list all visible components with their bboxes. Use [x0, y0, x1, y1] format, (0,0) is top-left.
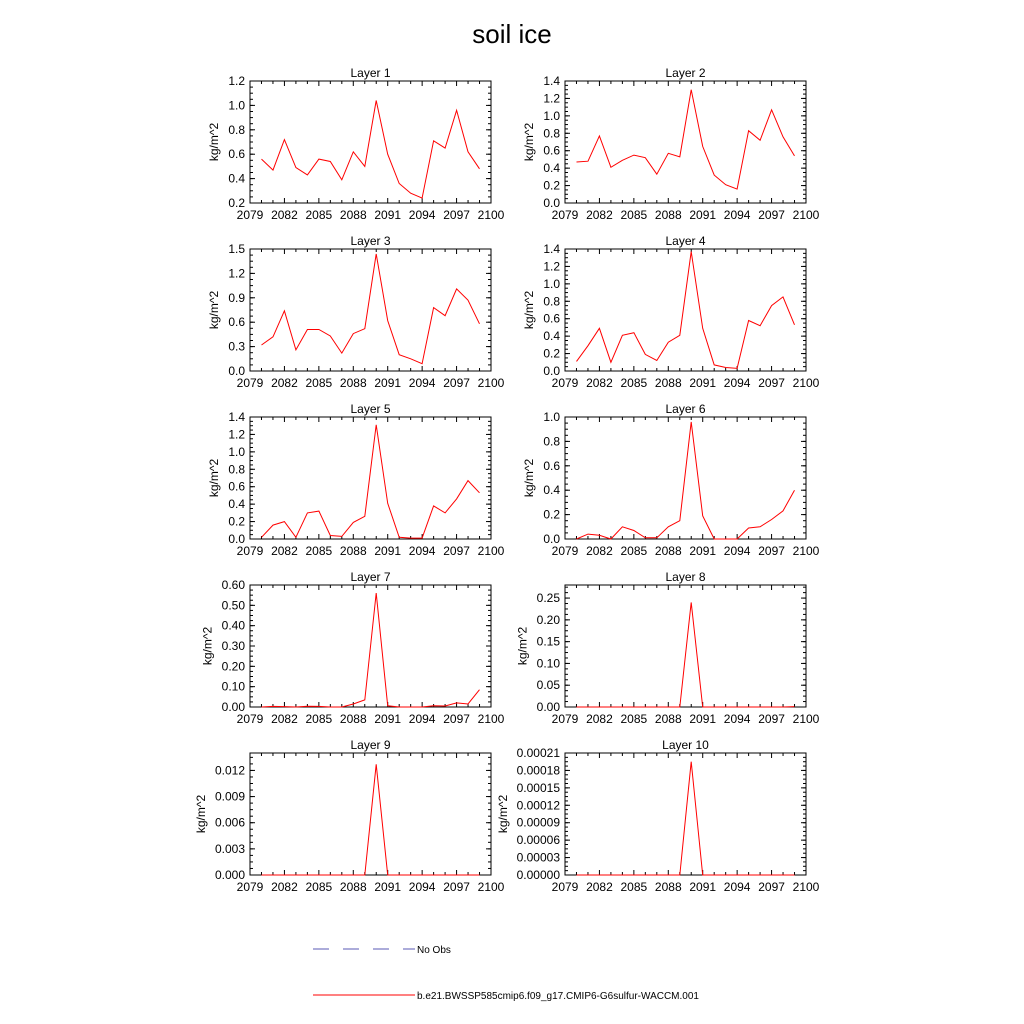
- y-tick-label: 0.00: [536, 700, 560, 714]
- x-tick-label: 2088: [654, 880, 682, 894]
- panel-title: Layer 8: [665, 570, 706, 584]
- y-tick-label: 0.4: [543, 483, 560, 498]
- y-tick-label: 0.4: [543, 161, 560, 176]
- x-tick-label: 2082: [586, 712, 613, 726]
- x-tick-label: 2091: [689, 880, 717, 894]
- x-tick-label: 2082: [271, 880, 298, 894]
- x-tick-label: 2088: [654, 208, 682, 222]
- x-tick-label: 2079: [236, 208, 264, 222]
- y-tick-label: 0.6: [543, 143, 560, 158]
- x-tick-label: 2097: [443, 208, 470, 222]
- legend: [313, 945, 699, 1002]
- panel-title: Layer 6: [665, 402, 706, 416]
- x-tick-label: 2100: [477, 544, 505, 558]
- x-tick-label: 2094: [723, 544, 751, 558]
- chart-panel-6: [522, 402, 819, 558]
- y-tick-label: 0.15: [536, 634, 560, 649]
- x-tick-label: 2091: [374, 544, 402, 558]
- y-tick-label: 0.8: [228, 122, 245, 137]
- x-tick-label: 2082: [271, 544, 298, 558]
- y-tick-label: 1.0: [543, 276, 560, 291]
- panel-title: Layer 7: [350, 570, 391, 584]
- x-tick-label: 2079: [236, 376, 264, 390]
- y-tick-label: 1.0: [543, 108, 560, 123]
- x-tick-label: 2091: [689, 376, 717, 390]
- y-tick-label: 0.60: [221, 578, 245, 592]
- x-tick-label: 2100: [792, 544, 820, 558]
- x-tick-label: 2097: [758, 712, 785, 726]
- x-tick-label: 2085: [305, 208, 333, 222]
- x-tick-label: 2094: [408, 880, 436, 894]
- y-tick-label: 1.2: [228, 266, 245, 281]
- x-tick-label: 2085: [305, 544, 333, 558]
- chart-panel-3: [207, 234, 504, 390]
- y-tick-label: 0.00000: [516, 868, 560, 882]
- y-tick-label: 1.0: [543, 410, 560, 424]
- y-axis-label: kg/m^2: [522, 458, 537, 498]
- y-tick-label: 0.2: [228, 196, 245, 210]
- y-tick-label: 0.20: [536, 612, 560, 627]
- x-tick-label: 2079: [236, 544, 264, 558]
- y-tick-label: 1.4: [543, 74, 560, 88]
- y-tick-label: 0.0: [543, 196, 560, 210]
- x-tick-label: 2100: [477, 880, 505, 894]
- legend-no-obs-label: No Obs: [417, 945, 451, 956]
- x-tick-label: 2088: [654, 376, 682, 390]
- plot-frame: [565, 585, 806, 707]
- x-tick-label: 2085: [620, 880, 648, 894]
- x-tick-label: 2085: [620, 208, 648, 222]
- x-tick-label: 2088: [339, 880, 367, 894]
- y-tick-label: 1.2: [228, 74, 245, 88]
- chart-panel-7: [201, 570, 505, 726]
- y-tick-label: 0.50: [221, 598, 245, 613]
- y-tick-label: 0.4: [543, 329, 560, 344]
- y-tick-label: 0.000: [214, 868, 245, 882]
- plot-frame: [250, 753, 491, 875]
- x-tick-label: 2082: [586, 208, 613, 222]
- series-line-1: [262, 425, 480, 538]
- x-tick-label: 2088: [654, 712, 682, 726]
- y-tick-label: 0.30: [221, 639, 245, 653]
- x-tick-label: 2097: [758, 880, 785, 894]
- y-tick-label: 0.003: [214, 841, 245, 856]
- x-tick-label: 2091: [689, 544, 717, 558]
- x-tick-label: 2079: [551, 544, 579, 558]
- y-tick-label: 0.0: [228, 364, 245, 378]
- series-line-1: [262, 764, 480, 875]
- y-tick-label: 1.5: [228, 242, 245, 256]
- plot-frame: [565, 249, 806, 371]
- series-line-1: [262, 593, 480, 707]
- y-axis-label: kg/m^2: [522, 122, 537, 162]
- x-tick-label: 2079: [551, 376, 579, 390]
- chart-panel-10: [496, 738, 820, 894]
- x-tick-label: 2085: [620, 712, 648, 726]
- x-tick-label: 2100: [477, 376, 505, 390]
- chart-panel-1: [207, 66, 504, 222]
- chart-panel-9: [194, 738, 505, 894]
- y-axis-label: kg/m^2: [194, 794, 208, 834]
- y-tick-label: 0.8: [228, 462, 245, 477]
- y-tick-label: 0.2: [543, 507, 560, 522]
- x-tick-label: 2079: [236, 880, 264, 894]
- legend-model-label: b.e21.BWSSP585cmip6.f09_g17.CMIP6-G6sulfur-WACCM.001: [417, 991, 699, 1002]
- x-tick-label: 2100: [477, 712, 505, 726]
- series-line-1: [577, 762, 795, 875]
- x-tick-label: 2082: [586, 880, 613, 894]
- y-tick-label: 1.2: [543, 91, 560, 106]
- y-tick-label: 0.4: [228, 497, 245, 512]
- x-tick-label: 2079: [236, 712, 264, 726]
- y-tick-label: 1.2: [228, 427, 245, 442]
- figure-title: soil ice: [472, 19, 552, 49]
- y-axis-label: kg/m^2: [207, 290, 222, 330]
- chart-panel-2: [522, 66, 819, 222]
- y-tick-label: 0.0: [228, 532, 245, 546]
- chart-panel-8: [516, 570, 820, 726]
- y-tick-label: 1.2: [543, 259, 560, 274]
- y-tick-label: 0.9: [228, 290, 245, 305]
- x-tick-label: 2100: [792, 376, 820, 390]
- y-tick-label: 0.00012: [516, 798, 560, 813]
- x-tick-label: 2094: [723, 208, 751, 222]
- y-tick-label: 0.00018: [516, 763, 560, 778]
- x-tick-label: 2091: [374, 208, 402, 222]
- y-tick-label: 1.4: [228, 410, 245, 424]
- x-tick-label: 2097: [758, 208, 785, 222]
- x-tick-label: 2082: [586, 376, 613, 390]
- y-tick-label: 0.0: [543, 364, 560, 378]
- y-tick-label: 0.10: [221, 679, 245, 694]
- x-tick-label: 2097: [758, 376, 785, 390]
- y-axis-label: kg/m^2: [495, 794, 510, 834]
- x-tick-label: 2091: [374, 376, 402, 390]
- chart-panel-5: [207, 402, 504, 558]
- x-tick-label: 2100: [477, 208, 505, 222]
- y-tick-label: 0.2: [543, 346, 560, 361]
- x-tick-label: 2091: [689, 208, 717, 222]
- y-tick-label: 0.00015: [516, 780, 560, 795]
- x-tick-label: 2088: [339, 376, 367, 390]
- plot-frame: [250, 417, 491, 539]
- panel-title: Layer 5: [350, 402, 391, 416]
- x-tick-label: 2097: [758, 544, 785, 558]
- y-tick-label: 0.00003: [516, 850, 560, 865]
- x-tick-label: 2082: [586, 544, 613, 558]
- plot-frame: [250, 81, 491, 203]
- y-tick-label: 0.6: [543, 311, 560, 326]
- x-tick-label: 2079: [551, 880, 579, 894]
- y-tick-label: 0.2: [543, 178, 560, 193]
- y-tick-label: 0.00006: [516, 833, 560, 848]
- y-tick-label: 0.00: [221, 700, 245, 714]
- x-tick-label: 2094: [723, 880, 751, 894]
- x-tick-label: 2094: [408, 544, 436, 558]
- x-tick-label: 2097: [443, 712, 470, 726]
- x-tick-label: 2082: [271, 376, 298, 390]
- x-tick-label: 2085: [620, 544, 648, 558]
- y-tick-label: 1.0: [228, 444, 245, 459]
- x-tick-label: 2088: [339, 208, 367, 222]
- y-tick-label: 0.8: [543, 294, 560, 309]
- y-axis-label: kg/m^2: [522, 290, 537, 330]
- panel-title: Layer 2: [665, 66, 706, 80]
- x-tick-label: 2094: [408, 208, 436, 222]
- series-line-1: [262, 254, 480, 364]
- y-tick-label: 0.6: [543, 458, 560, 473]
- panel-title: Layer 3: [350, 234, 391, 248]
- x-tick-label: 2082: [271, 208, 298, 222]
- x-tick-label: 2094: [408, 376, 436, 390]
- y-tick-label: 0.05: [536, 678, 560, 693]
- x-tick-label: 2085: [305, 376, 333, 390]
- series-line-1: [577, 422, 795, 539]
- panel-title: Layer 4: [665, 234, 706, 248]
- y-tick-label: 0.009: [214, 789, 245, 804]
- x-tick-label: 2094: [723, 712, 751, 726]
- x-tick-label: 2088: [339, 712, 367, 726]
- x-tick-label: 2088: [339, 544, 367, 558]
- y-tick-label: 0.40: [221, 618, 245, 633]
- x-tick-label: 2100: [792, 880, 820, 894]
- y-tick-label: 0.0: [543, 532, 560, 546]
- panel-title: Layer 10: [662, 738, 709, 752]
- y-tick-label: 0.6: [228, 315, 245, 330]
- y-tick-label: 0.012: [214, 763, 245, 778]
- y-axis-label: kg/m^2: [207, 458, 222, 498]
- y-tick-label: 0.8: [543, 434, 560, 449]
- x-tick-label: 2091: [374, 880, 402, 894]
- y-axis-label: kg/m^2: [200, 626, 215, 666]
- y-axis-label: kg/m^2: [515, 626, 530, 666]
- x-tick-label: 2085: [305, 712, 333, 726]
- x-tick-label: 2091: [689, 712, 717, 726]
- y-tick-label: 0.00021: [516, 746, 560, 760]
- x-tick-label: 2100: [792, 712, 820, 726]
- y-tick-label: 1.4: [543, 242, 560, 256]
- y-axis-label: kg/m^2: [207, 122, 222, 162]
- series-line-1: [577, 602, 795, 707]
- x-tick-label: 2094: [408, 712, 436, 726]
- series-line-1: [577, 252, 795, 369]
- y-tick-label: 0.006: [214, 815, 245, 830]
- x-tick-label: 2082: [271, 712, 298, 726]
- x-tick-label: 2091: [374, 712, 402, 726]
- panel-title: Layer 1: [350, 66, 391, 80]
- y-tick-label: 1.0: [228, 98, 245, 113]
- y-tick-label: 0.6: [228, 479, 245, 494]
- series-line-1: [577, 90, 795, 189]
- chart-panels: [194, 66, 820, 894]
- x-tick-label: 2094: [723, 376, 751, 390]
- x-tick-label: 2097: [443, 376, 470, 390]
- y-tick-label: 0.6: [228, 147, 245, 162]
- y-tick-label: 0.3: [228, 339, 245, 354]
- y-tick-label: 0.00009: [516, 815, 560, 830]
- y-tick-label: 0.25: [536, 591, 560, 606]
- chart-panel-4: [522, 234, 819, 390]
- y-tick-label: 0.8: [543, 126, 560, 141]
- y-tick-label: 0.10: [536, 656, 560, 671]
- plot-frame: [250, 249, 491, 371]
- y-tick-label: 0.20: [221, 659, 245, 674]
- x-tick-label: 2100: [792, 208, 820, 222]
- x-tick-label: 2079: [551, 712, 579, 726]
- x-tick-label: 2085: [305, 880, 333, 894]
- x-tick-label: 2088: [654, 544, 682, 558]
- y-tick-label: 0.4: [228, 171, 245, 186]
- x-tick-label: 2097: [443, 880, 470, 894]
- x-tick-label: 2085: [620, 376, 648, 390]
- x-tick-label: 2097: [443, 544, 470, 558]
- series-line-1: [262, 101, 480, 199]
- panel-title: Layer 9: [350, 738, 391, 752]
- x-tick-label: 2079: [551, 208, 579, 222]
- y-tick-label: 0.2: [228, 514, 245, 529]
